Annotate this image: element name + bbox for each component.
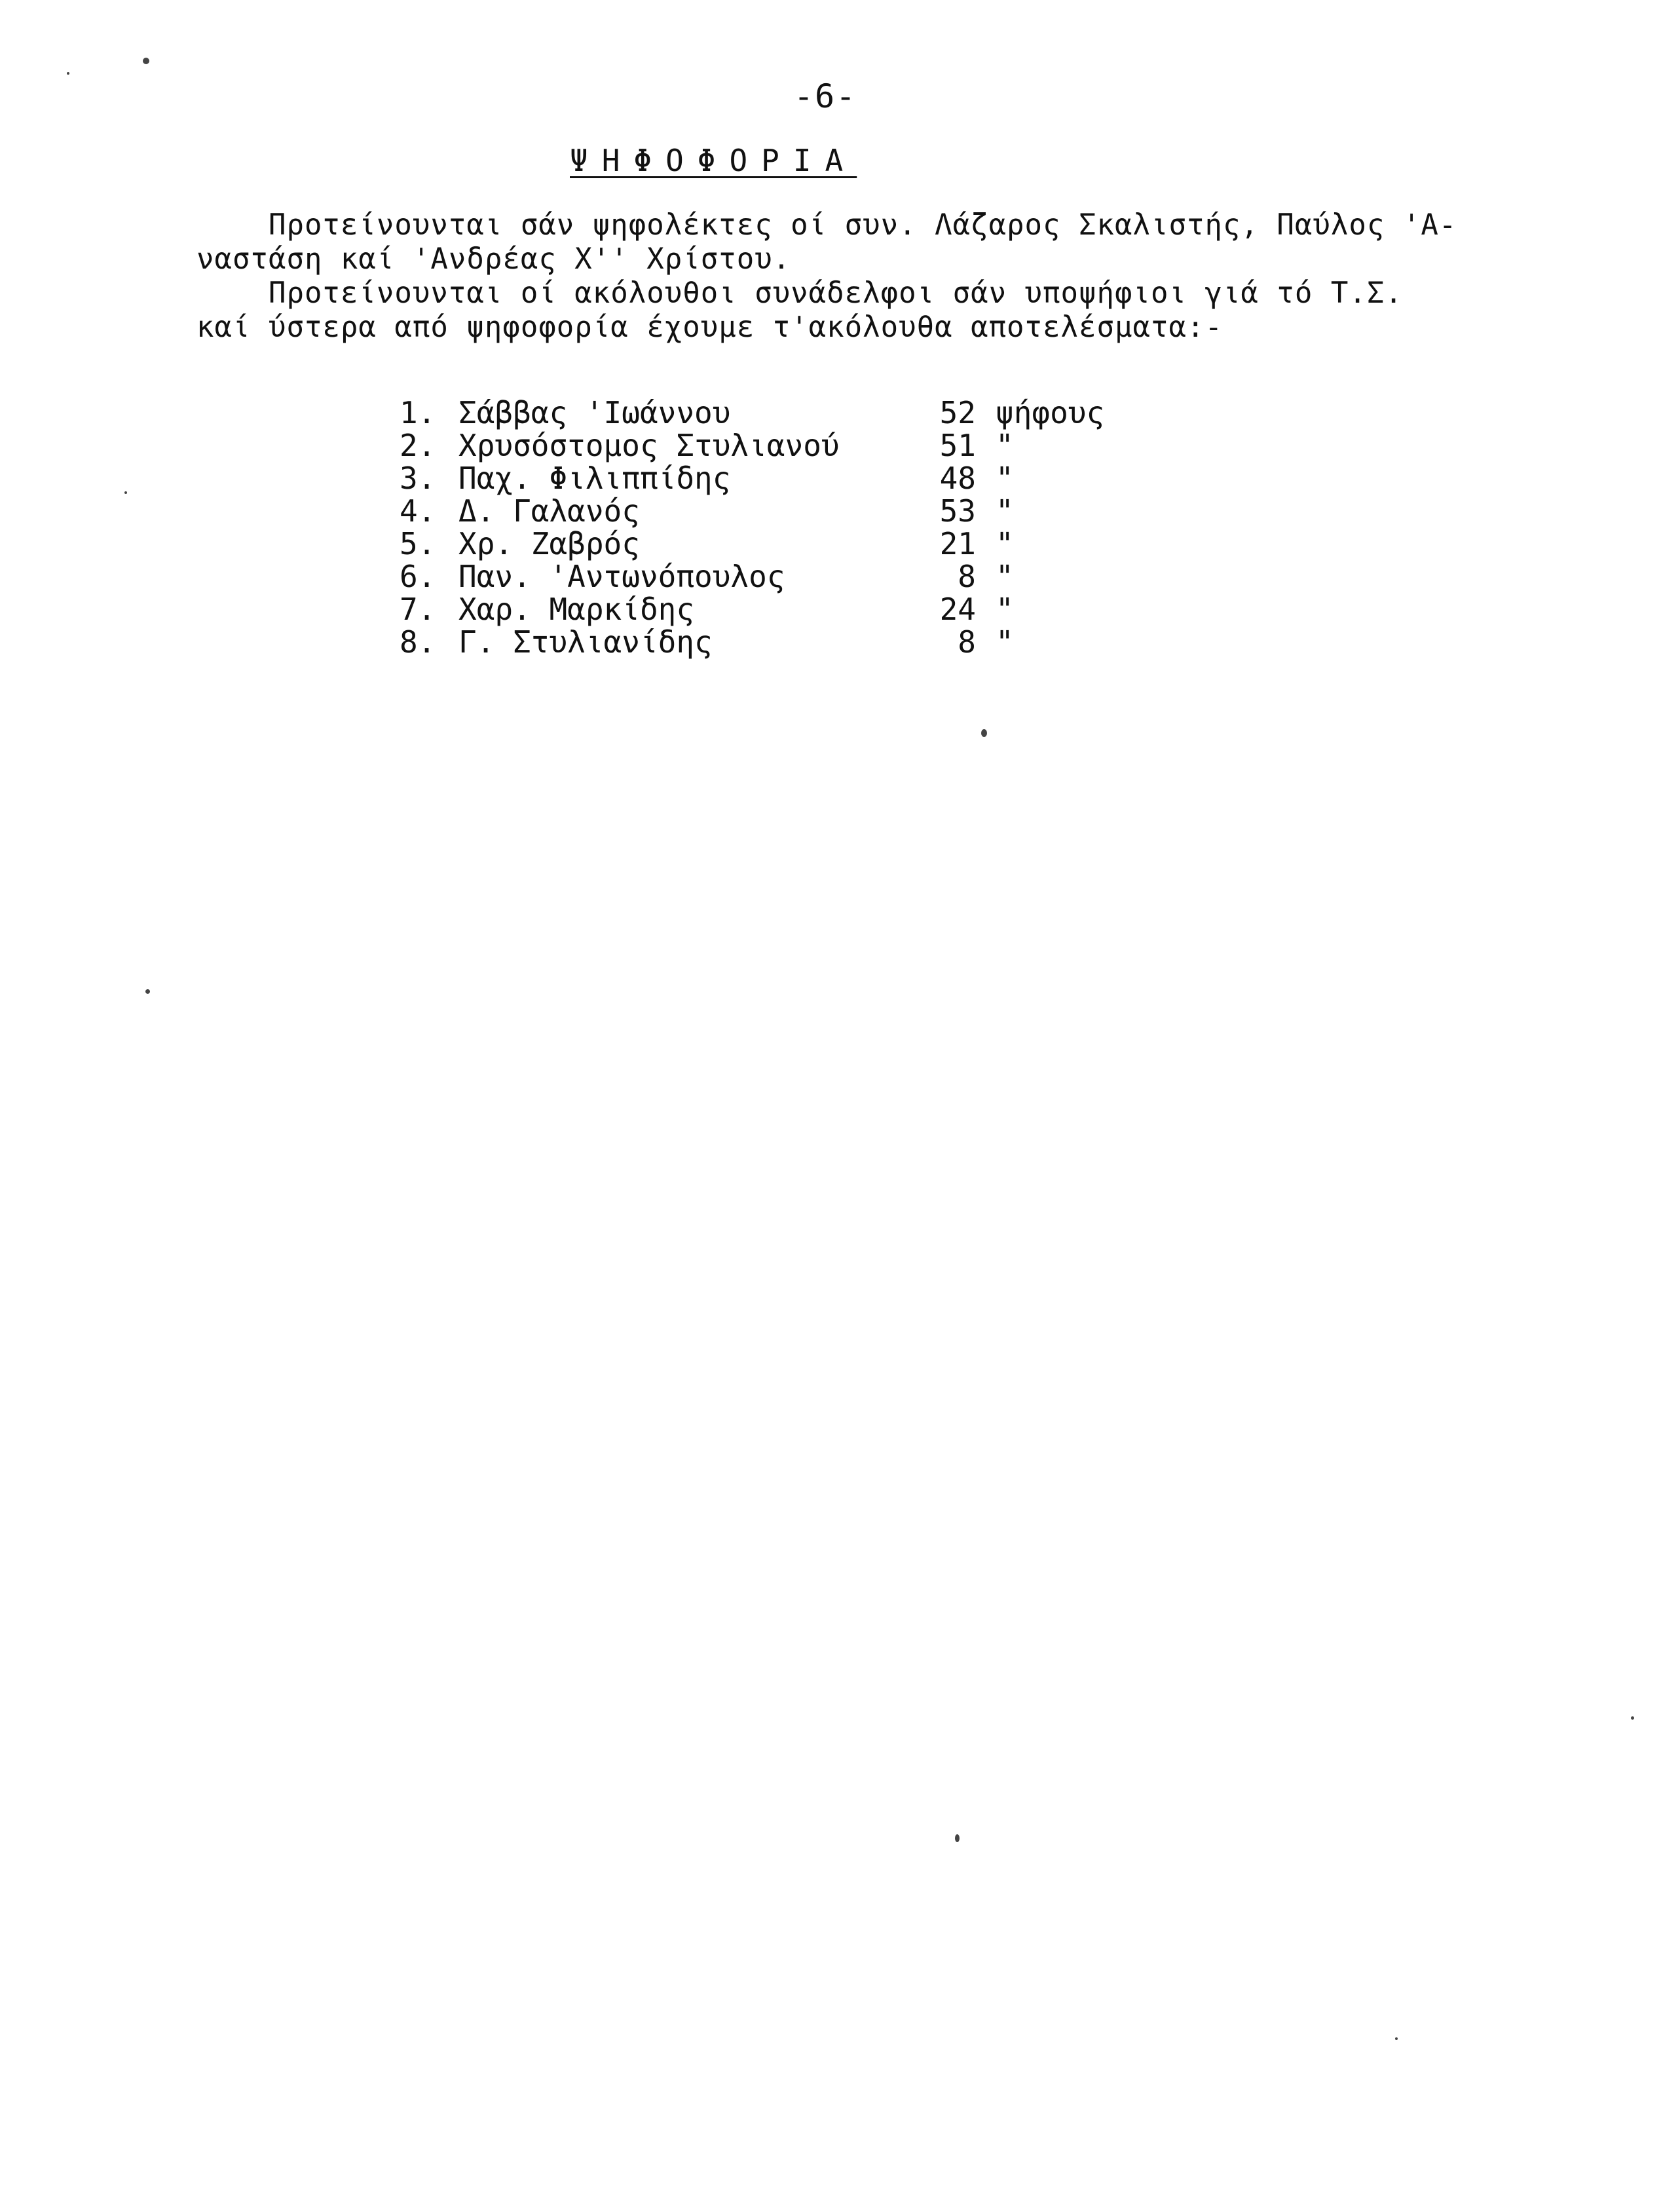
paragraph-candidates bbox=[196, 276, 1624, 345]
item-number: 3. bbox=[400, 461, 436, 496]
paragraph-electors bbox=[196, 208, 1624, 276]
results-list bbox=[400, 396, 1153, 658]
scan-speck bbox=[67, 72, 69, 75]
vote-unit: " bbox=[996, 526, 1014, 561]
vote-unit: ψήφους bbox=[996, 395, 1105, 430]
candidate-name: Παχ. Φιλιππίδης bbox=[458, 461, 731, 496]
scan-speck bbox=[1395, 2037, 1398, 2040]
vote-unit: " bbox=[996, 559, 1014, 594]
vote-count: 24 bbox=[939, 592, 976, 627]
candidate-name: Σάββας 'Ιωάννου bbox=[458, 395, 731, 430]
item-number: 2. bbox=[400, 428, 436, 463]
scan-speck bbox=[143, 58, 149, 64]
vote-unit: " bbox=[996, 493, 1014, 529]
list-item bbox=[400, 593, 1153, 626]
candidate-name: Χρ. Ζαβρός bbox=[458, 526, 640, 561]
item-number: 4. bbox=[400, 493, 436, 529]
paragraph-line: Προτείνουνται οί ακόλουθοι συνάδελφοι σάν υποψήφιοι γιά τό Τ.Σ. bbox=[196, 276, 1403, 310]
vote-count: 8 bbox=[958, 559, 976, 594]
list-item bbox=[400, 429, 1153, 462]
paragraph-line: Προτείνουνται σάν ψηφολέκτες οί συν. Λάζαρος Σκαλιστής, Παύλος 'Α- bbox=[196, 208, 1457, 242]
candidate-name: Παν. 'Αντωνόπουλος bbox=[458, 559, 785, 594]
paragraph-line: καί ύστερα από ψηφοφορία έχουμε τ'ακόλουθα αποτελέσματα:- bbox=[196, 311, 1223, 344]
vote-count: 48 bbox=[939, 461, 976, 496]
list-item bbox=[400, 560, 1153, 593]
list-item bbox=[400, 396, 1153, 429]
scan-speck bbox=[955, 1834, 960, 1842]
list-item bbox=[400, 462, 1153, 495]
item-number: 6. bbox=[400, 559, 436, 594]
candidate-name: Χαρ. Μαρκίδης bbox=[458, 592, 695, 627]
vote-count: 52 bbox=[939, 395, 976, 430]
vote-unit: " bbox=[996, 428, 1014, 463]
vote-unit: " bbox=[996, 624, 1014, 660]
candidate-name: Χρυσόστομος Στυλιανού bbox=[458, 428, 840, 463]
page-number: -6- bbox=[793, 77, 857, 115]
item-number: 8. bbox=[400, 624, 436, 660]
scan-speck bbox=[145, 989, 150, 994]
vote-count: 51 bbox=[939, 428, 976, 463]
paragraph-line: ναστάση καί 'Ανδρέας Χ'' Χρίστου. bbox=[196, 242, 791, 276]
item-number: 7. bbox=[400, 592, 436, 627]
scan-speck bbox=[1631, 1716, 1634, 1720]
list-item bbox=[400, 527, 1153, 560]
vote-count: 53 bbox=[939, 493, 976, 529]
list-item bbox=[400, 495, 1153, 527]
vote-unit: " bbox=[996, 461, 1014, 496]
candidate-name: Γ. Στυλιανίδης bbox=[458, 624, 713, 660]
item-number: 1. bbox=[400, 395, 436, 430]
candidate-name: Δ. Γαλανός bbox=[458, 493, 640, 529]
item-number: 5. bbox=[400, 526, 436, 561]
scan-speck bbox=[124, 491, 127, 494]
section-heading: ΨΗΦΟΦΟΡΙΑ bbox=[570, 143, 857, 178]
vote-count: 8 bbox=[958, 624, 976, 660]
vote-count: 21 bbox=[939, 526, 976, 561]
vote-unit: " bbox=[996, 592, 1014, 627]
list-item bbox=[400, 626, 1153, 658]
scan-speck bbox=[981, 729, 987, 737]
